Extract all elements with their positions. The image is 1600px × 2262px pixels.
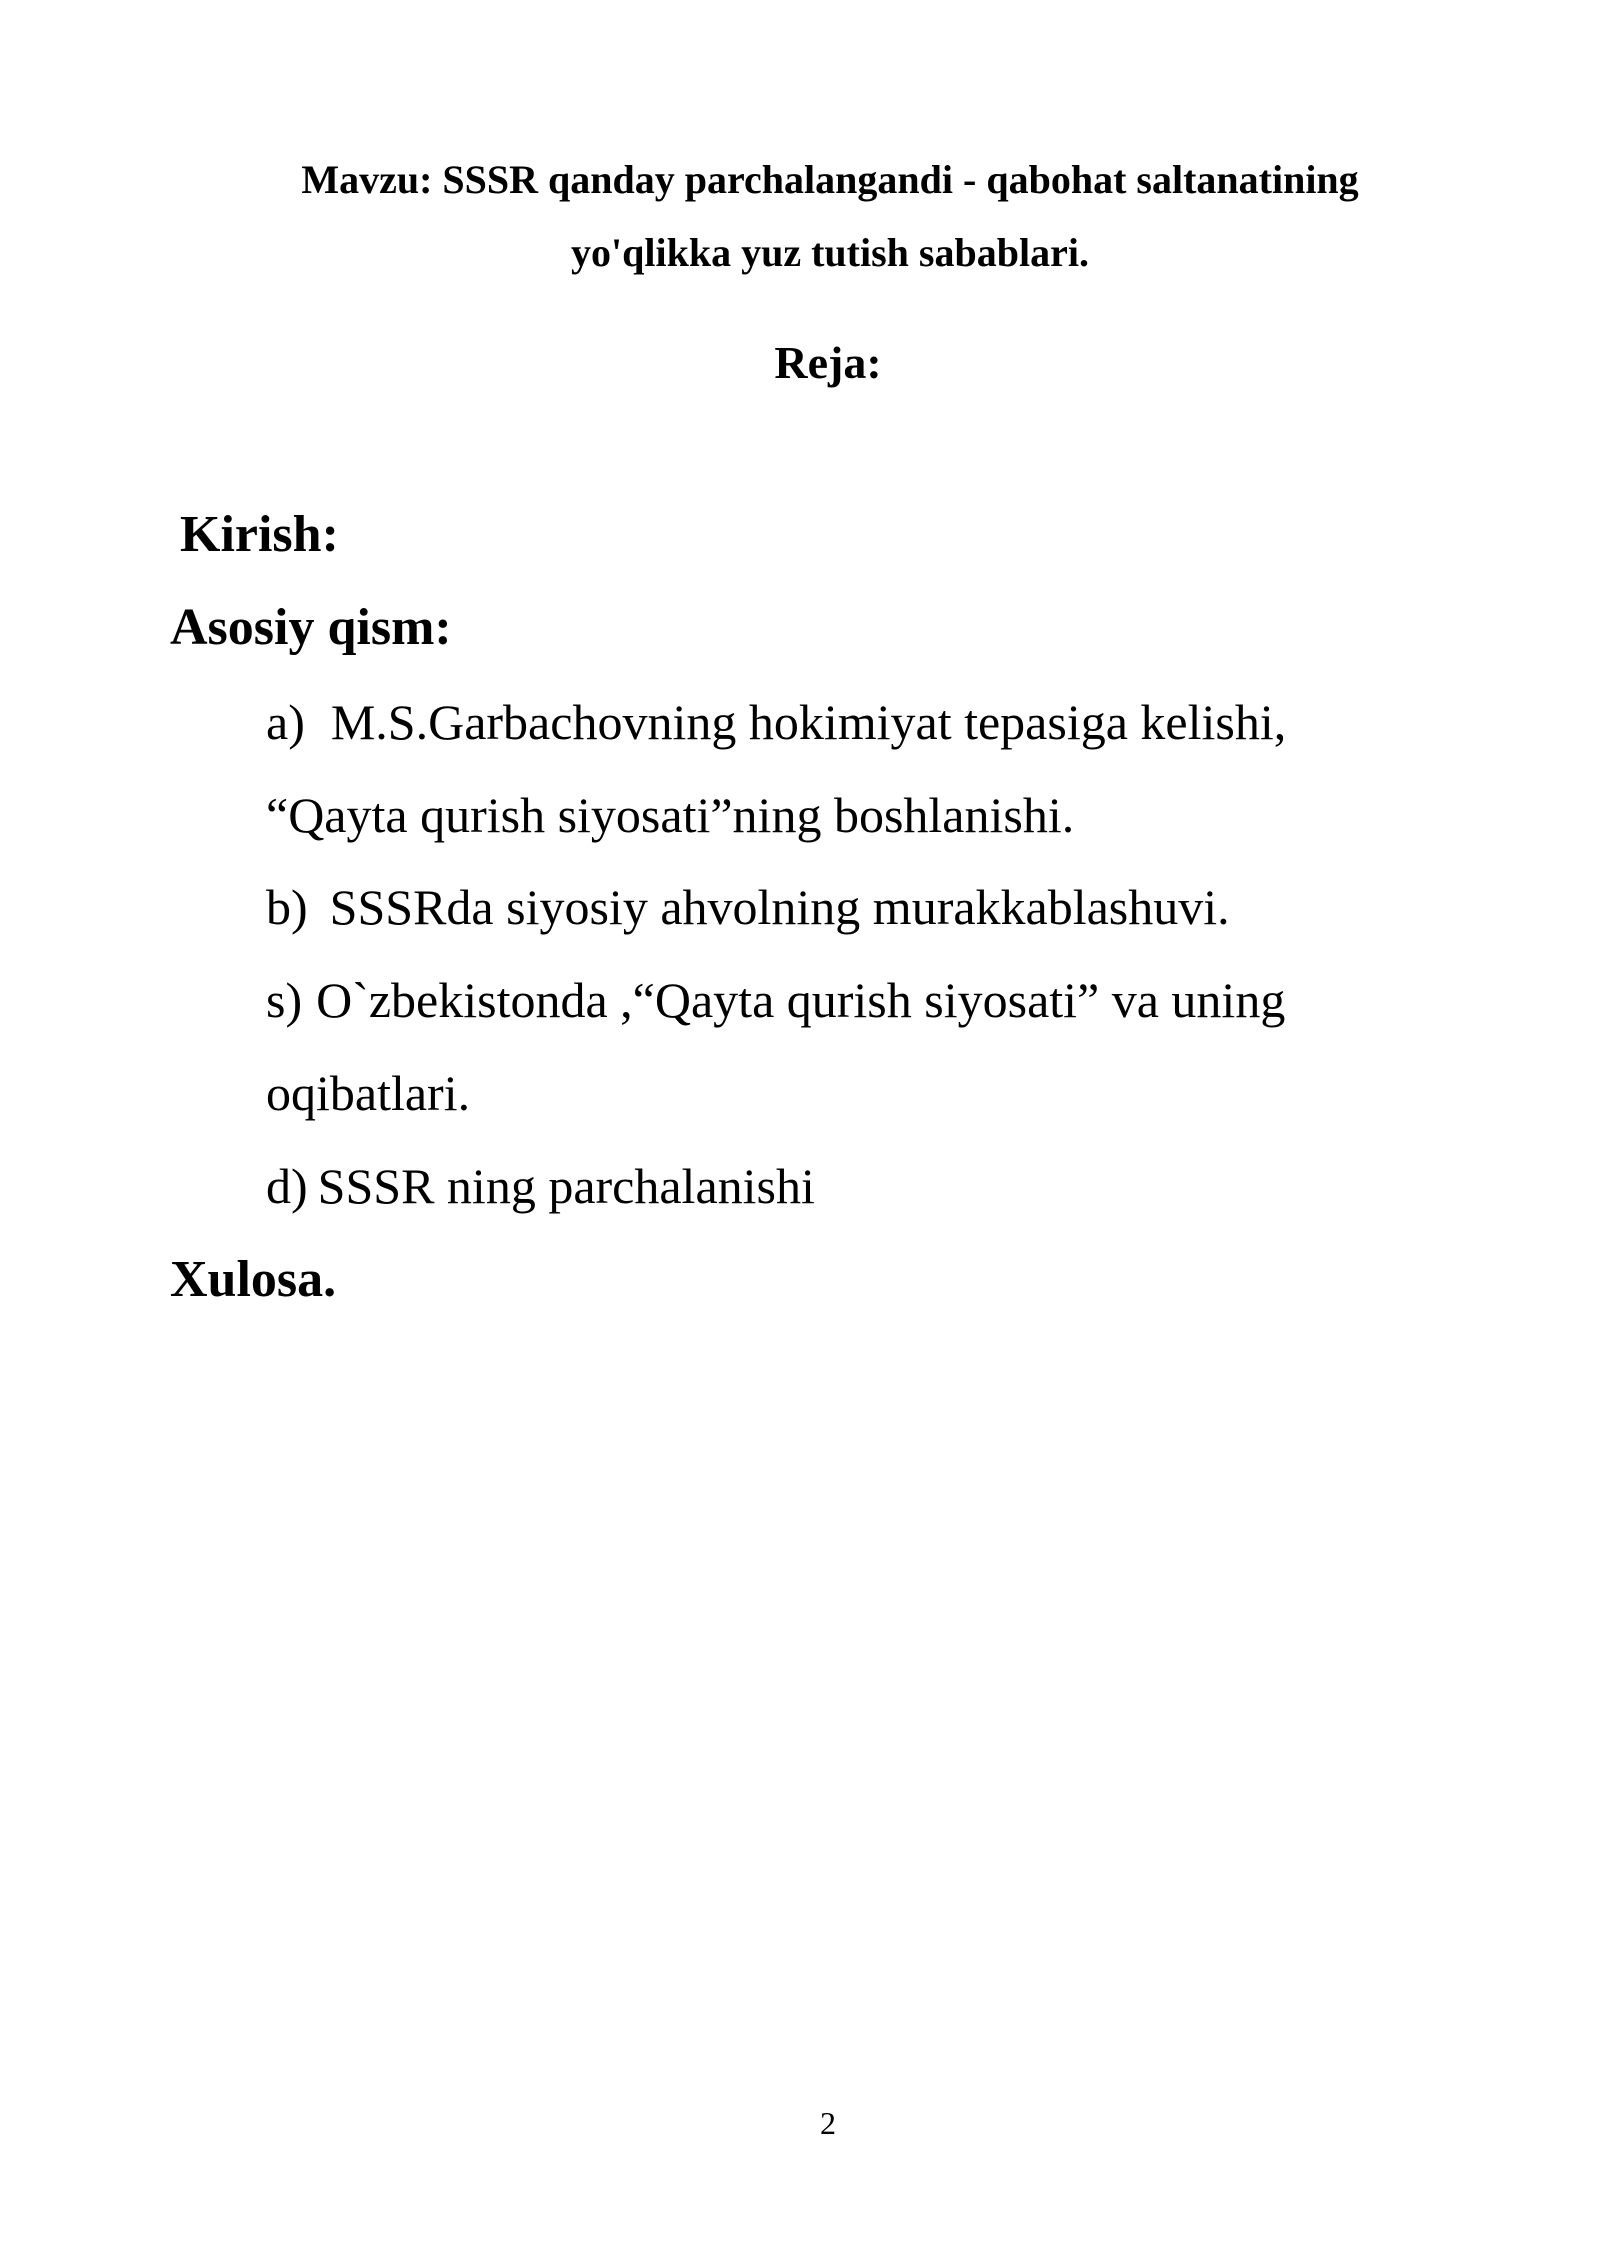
plan-item-s — [266, 970, 1285, 1030]
plan-heading: Reja: — [774, 337, 882, 388]
main-part-heading: Asosiy qism: — [170, 599, 452, 656]
plan-item-marker: b) — [266, 879, 308, 935]
document-title-line-1: Mavzu: SSSR qanday parchalangandi - qabohat saltanatining — [301, 157, 1359, 202]
plan-item-a — [266, 692, 1286, 752]
plan-item-b — [266, 877, 1230, 937]
plan-item-text: O`zbekistonda ,“Qayta qurish siyosati” va uning — [316, 972, 1286, 1028]
plan-item-text: SSSRda siyosiy ahvolning murakkablashuvi. — [329, 879, 1230, 935]
plan-item-marker: s) — [266, 972, 303, 1028]
plan-item-s-continuation: oqibatlari. — [266, 1065, 471, 1121]
plan-item-a-continuation: “Qayta qurish siyosati”ning boshlanishi. — [266, 787, 1075, 843]
plan-item-marker: d) — [266, 1158, 308, 1214]
plan-item-d — [266, 1156, 815, 1216]
intro-heading: Kirish: — [180, 506, 339, 563]
plan-item-text: M.S.Garbachovning hokimiyat tepasiga kelishi, — [330, 694, 1287, 750]
plan-item-marker: a) — [266, 694, 305, 750]
conclusion-heading: Xulosa. — [170, 1251, 337, 1308]
page-number: 2 — [820, 2105, 836, 2141]
document-title-line-2: yo'qlikka yuz tutish sabablari. — [571, 230, 1089, 275]
plan-item-text: SSSR ning parchalanishi — [317, 1158, 815, 1214]
